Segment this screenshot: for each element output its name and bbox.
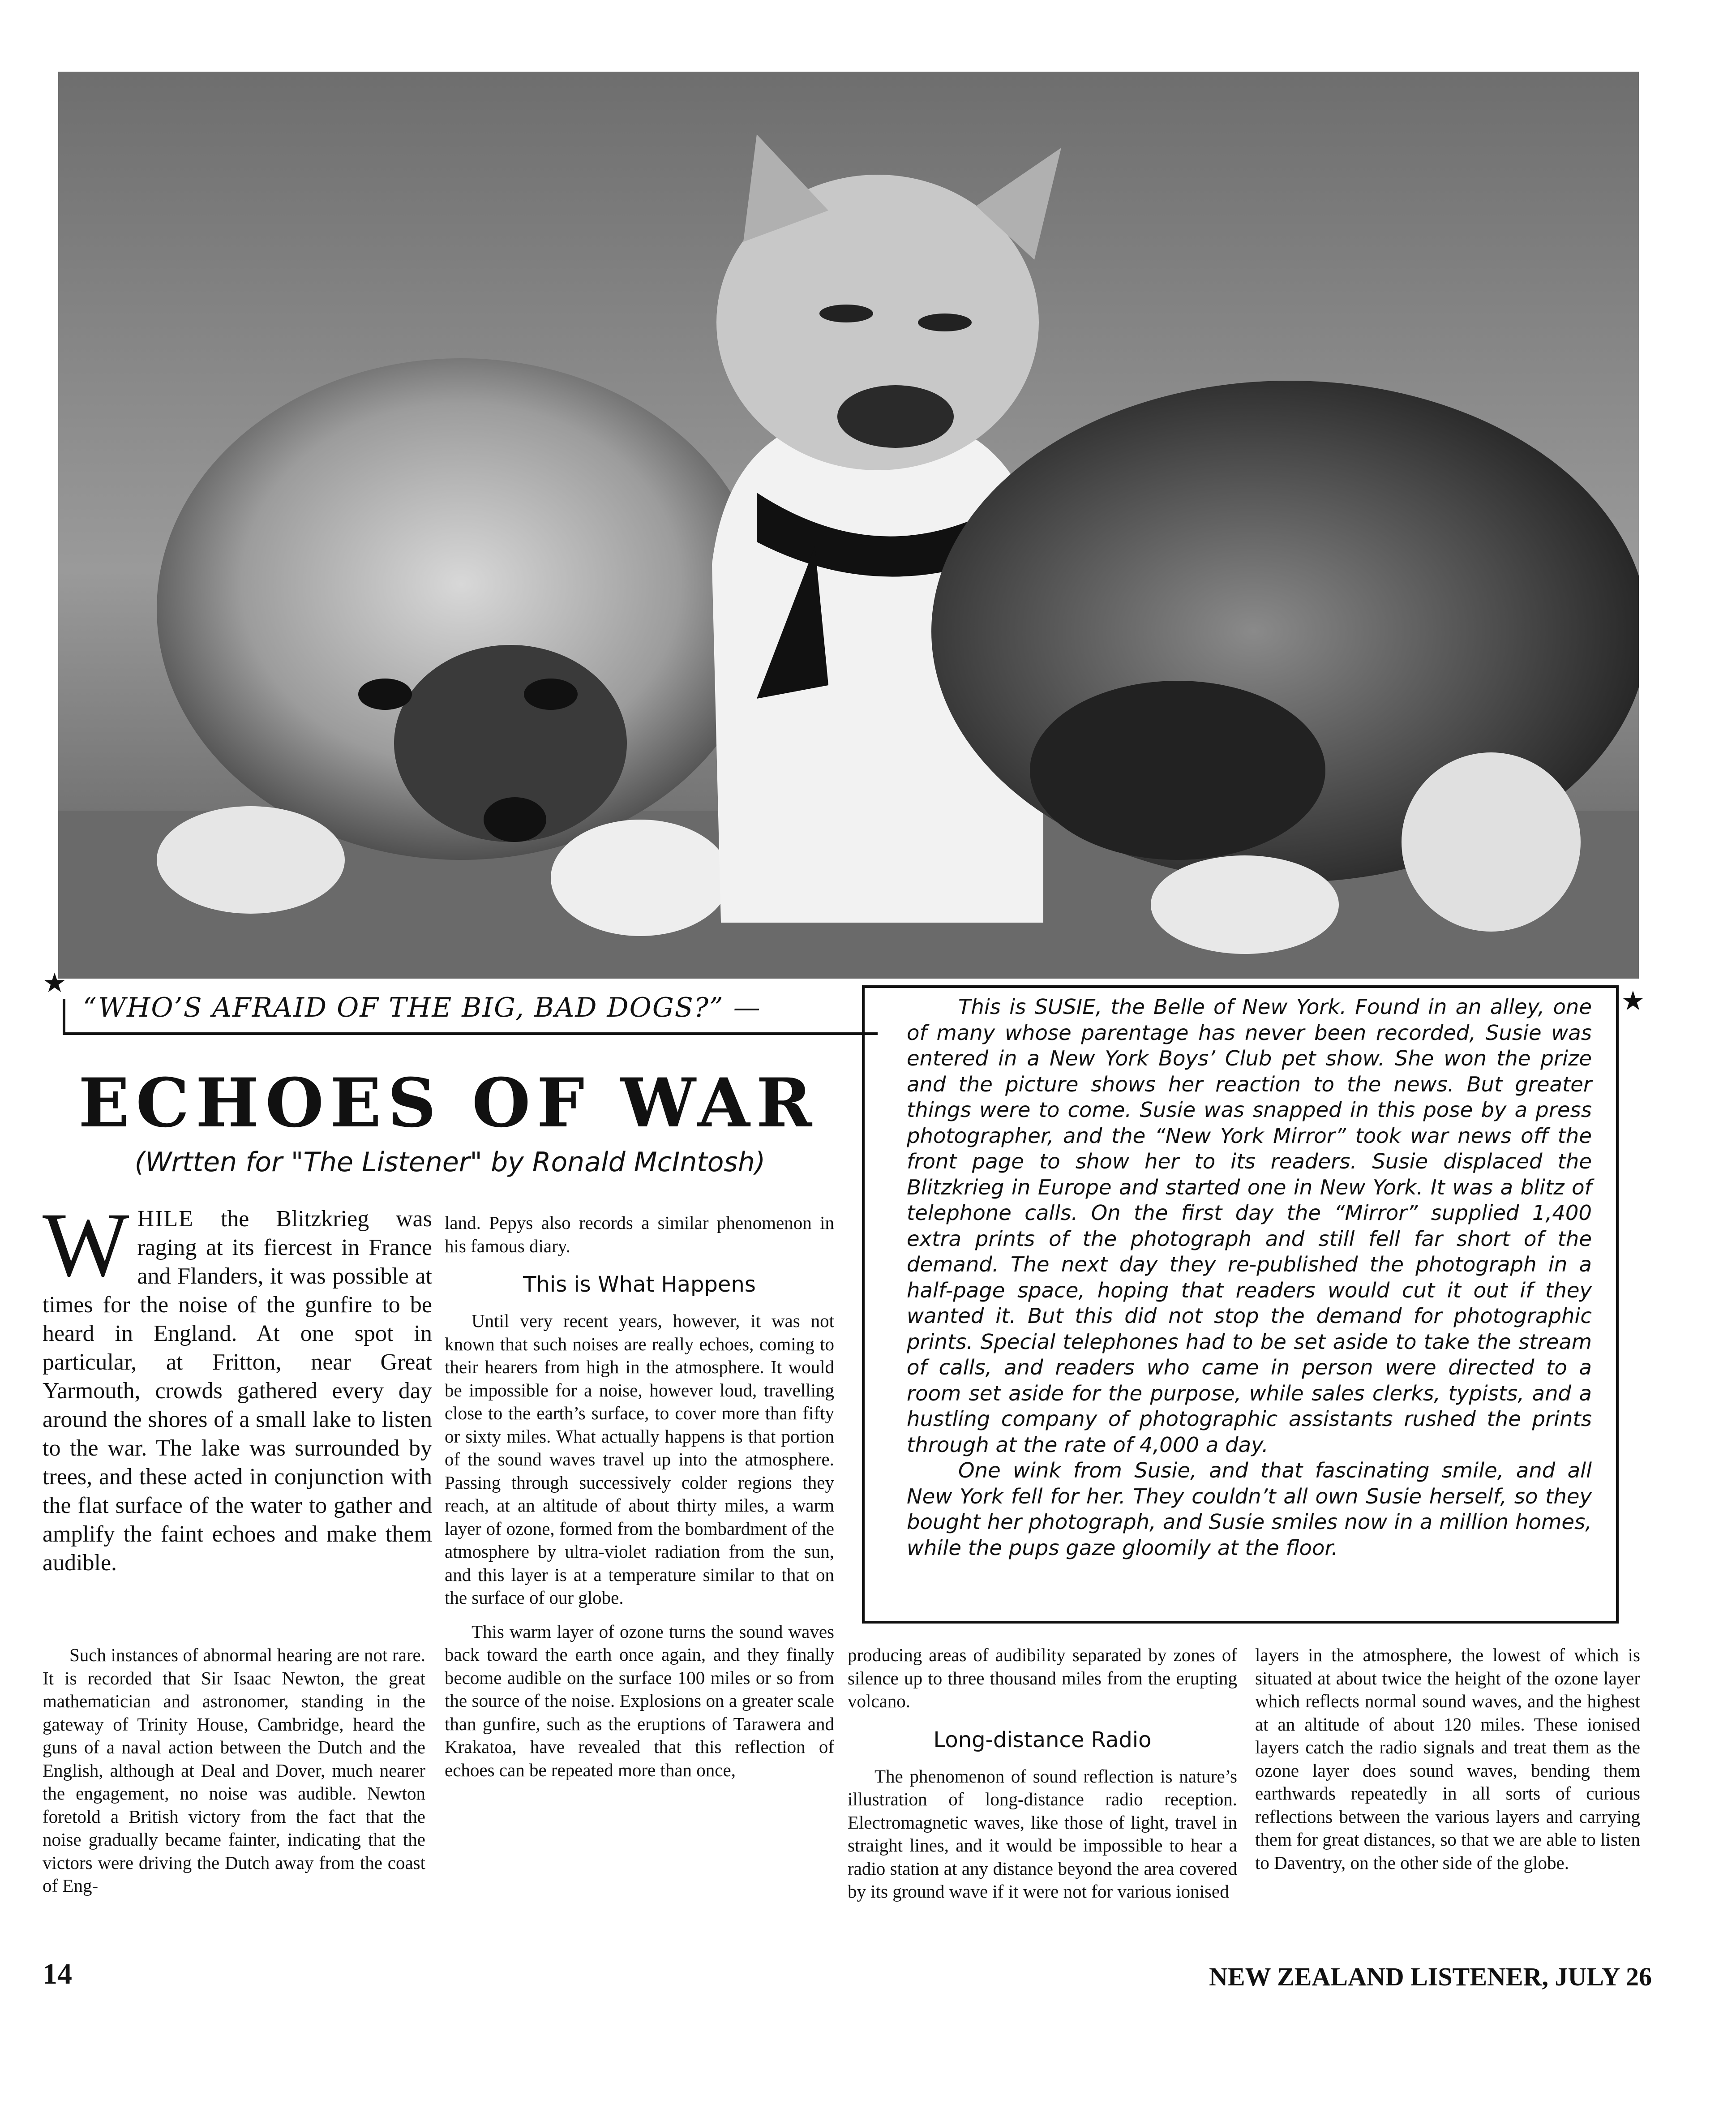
column-1 [43,1644,425,1908]
left-puppy [157,358,766,936]
body-paragraph: land. Pepys also records a similar phenomenon in his famous diary. [445,1212,834,1256]
column-4 [1255,1644,1640,1885]
subheading: Long-distance Radio [933,1727,1152,1753]
article-byline: (Wrtten for "The Listener" by Ronald McIntosh) [134,1147,766,1178]
caption-heading: “WHO’S AFRAID OF THE BIG, BAD DOGS?” — [83,992,761,1023]
caption-rule-vertical [63,999,65,1035]
lead-smallcaps: HILE [137,1206,194,1232]
caption-paragraph: One wink from Susie, and that fascinating smile, and all New York fell for her. They couldn’t all own Susie herself, so they bought her photograph, and Susie smiles now in a million homes, while the pups gaze gloomily at the floor. [907,1458,1592,1560]
star-ornament-icon: ★ [43,967,67,999]
body-paragraph: The phenomenon of sound reflection is nature’s illustration of long-distance radio reception. Electromagnetic waves, like those of light, travel in straight lines, and it would be impossible to hear a radio station at any distance beyond the area covered by its ground wave if it were not for various ionised [848,1765,1237,1902]
publication-footer: NEW ZEALAND LISTENER, JULY 26 [1209,1962,1652,1991]
body-paragraph: This warm layer of ozone turns the sound waves back toward the earth once again, and they finally become audible on the surface 100 miles or so from the source of the noise. Explosions on a greater scale than gunfire, such as the eruptions of Tarawera and Krakatoa, have revealed that this reflection of echoes can be repeated more than once, [445,1621,834,1780]
page-number: 14 [43,1958,72,1990]
drop-cap: W [43,1194,129,1296]
caption-paragraph: This is SUSIE, the Belle of New York. Found in an alley, one of many whose parentage has never been recorded, Susie was entered in a New York Boys’ Club pet show. She won the prize and the picture shows her reaction to the news. But greater things were to come. Susie was snapped in this pose by a press photographer, and the “New York Mirror” took war news off the front page to show her to its readers. Susie displaced the Blitzkrieg in Europe and started one in New York. It was a blitz of telephone calls. On the first day the “Mirror” supplied 1,400 extra prints of the photograph and still fell far short of the demand. The next day they re-published the photograph in a half-page space, hoping that readers would cut it out if they wanted it. But this did not stop the demand for photographic prints. Special telephones had to be set aside to take the stream of calls, and readers who came in person were directed to a room set aside for the purpose, while sales clerks, typists, and a hustling company of photographic assistants rushed the prints through at the rate of 4,000 a day. [907,995,1592,1457]
lead-text: the Blitzkrieg was raging at its fiercest in France and Flanders, it was possible at times for the noise of the gunfire to be heard in England. At one spot in particular, at Fritton, near Great Yarmouth, crowds gathered every day around the shores of a small lake to listen to the war. The lake was surrounded by trees, and these acted in conjunction with the flat surface of the water to gather and amplify the faint echoes and make them audible. [43,1206,432,1576]
subheading: This is What Happens [523,1272,756,1297]
caption-text [907,994,1592,1561]
body-paragraph: layers in the atmosphere, the lowest of which is situated at about twice the height of the ozone layer which reflects normal sound waves, and the highest at an altitude of about 120 miles. These ionised layers catch the radio signals and treat them as the ozone layer does sound waves, bending them earthwards repeatedly in all sorts of curious reflections between the various layers and carrying them for great distances, so that we are able to listen to Daventry, on the other side of the globe. [1255,1645,1640,1873]
photograph-kitten-and-puppies [58,72,1639,979]
column-2 [445,1211,834,1792]
column-3 [848,1644,1237,1914]
body-paragraph: Such instances of abnormal hearing are not rare. It is recorded that Sir Isaac Newton, the great mathematician and astronomer, standing in the gateway of Trinity House, Cambridge, heard the guns of a naval action between the Dutch and the English, although at Deal and Dover, much nearer the engagement, no noise was audible. Newton foretold a British victory from the fact that the noise gradually became fainter, indicating that the victors were driving the Dutch away from the coast of Eng- [43,1645,425,1896]
star-ornament-icon: ★ [1621,985,1645,1017]
body-paragraph: producing areas of audibility separated by zones of silence up to three thousand miles from the erupting volcano. [848,1645,1237,1711]
lead-paragraph [43,1194,432,1577]
body-paragraph: Until very recent years, however, it was not known that such noises are really echoes, coming to their hearers from high in the atmosphere. It would be impossible for a noise, however loud, travelling close to the earth’s surface, to cover more than fifty or sixty miles. What actually happens is that portion of the sound waves travel up into the atmosphere. Passing through successively colder regions they reach, at an altitude of about thirty miles, a warm layer of ozone, formed from the bombardment of the atmosphere by ultra-violet radiation from the sun, and this layer is at a temperature similar to that on the surface of our globe. [445,1310,834,1608]
caption-rule [63,1032,878,1035]
article-headline: ECHOES OF WAR [78,1064,819,1143]
